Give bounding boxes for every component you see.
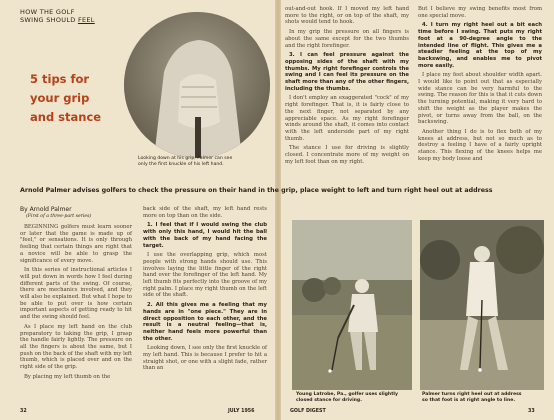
column-1-text — [20, 224, 132, 380]
page-number-left: 32 — [20, 409, 27, 414]
paragraph: back side of the shaft, my left hand rests more on top than on the side. — [143, 206, 267, 219]
byline: By Arnold Palmer — [20, 206, 72, 213]
kicker-line-1: HOW THE GOLF — [20, 8, 75, 16]
paragraph: Looking down, I see only the first knuckle of my left hand. This is because I prefer to hit a straight shot, or one with a slight fade, rather than an — [143, 345, 267, 372]
title-line-3: and stance — [30, 110, 102, 124]
paragraph: I use the overlapping grip, which most people with strong hands should use. This involves laying the little finger of the right hand over the forefinger of the left hand. My left thumb fits perfectly into the groove of my right palm. I place my right thumb on the left side of the shaft. — [143, 252, 267, 299]
series-note: (First of a three-part series) — [26, 214, 92, 219]
paragraph: In this series of instructional articles I will put down in words how I feel during different parts of the swing. Of course, there are mechanics involved, and they will also be explained. But what I hope to be able to put over is how certain important aspects of getting ready to hit and the swing should feel. — [20, 267, 132, 321]
paragraph: Another thing I do is to flex both of my knees at address, but not so much as to destroy a feeling I have of a fairly upright stance. This flexing of the knees helps me keep my body loose and — [418, 128, 542, 162]
paragraph: As I place my left hand on the club preparatory to taking the grip, I grasp the handle fairly lightly. The pressure on all the fingers is about the same, but I push on the back of the shaft with my left thumb, which is placed over and on the right side of the grip. — [20, 323, 132, 371]
section-kicker — [20, 8, 130, 24]
article-subhead: Arnold Palmer advises golfers to check the pressure on their hand in the grip, place weight to left and turn right heel out at address — [20, 187, 493, 194]
tip-4: 4. I turn my right heel out a bit each time before I swing. That puts my right foot at a 90-degree angle to the intended line of flight. This gives me a steadier feeling at the top of my backswing, and enables me to pivot more easily. — [418, 22, 542, 69]
paragraph: I place my feet about shoulder width apart. I would like to point out that as especially wide stance can be very harmful to the swing. The reason for this is that it cuts down the turning potential, making it very hard to shift the weight as the player makes the pivot, or turns away from the ball, on the backswing. — [418, 72, 542, 126]
paragraph: BEGINNING golfers must learn sooner or later that the game is made up of "feel," or sensations. It is only through feeling that certain things are right that a novice will be able to grasp the significance of every move. — [20, 224, 132, 264]
page-gutter — [275, 0, 281, 420]
article-title — [30, 70, 130, 127]
column-2-text — [143, 206, 267, 372]
paragraph: out-and-out hook. If I moved my left hand more to the right, or on top of the shaft, my shots would tend to hook. — [285, 6, 409, 26]
issue-date: JULY 1956 — [228, 409, 255, 414]
column-4-text — [418, 6, 542, 162]
paragraph: In my grip the pressure on all fingers is about the same except for the two thumbs and the right forefinger. — [285, 29, 409, 49]
kicker-line-2: SWING SHOULD FEEL — [20, 16, 95, 24]
paragraph: I don't employ an exaggerated "cock" of my right forefinger. That is, it is fairly close to the next finger, not separated by any appreciable space. As my right forefinger winds around the shaft, it comes into contact with the left underside part of my right thumb. — [285, 95, 409, 142]
page-number-right: 33 — [528, 409, 535, 414]
tip-3: 3. I can feel pressure against the opposing sides of the shaft with my thumbs. My right forefinger controls the swing and I can feel its pressure on the shaft more than any of the other fingers, including the thumbs. — [285, 52, 409, 92]
tip-2: 2. All this gives me a feeling that my hands are in "one piece." They are in direct opposition to each other, and the result is a neutral feeling—that is, neither hand feels more powerful than the other. — [143, 302, 267, 342]
stance-photo-heel-out-caption: Palmer turns right heel out at address so that foot is at right angle to line. — [422, 392, 522, 403]
title-line-1: 5 tips for — [30, 72, 90, 86]
grip-photo-caption: Looking down at his grip, Palmer can see only the first knuckle of his left hand. — [138, 156, 233, 167]
tip-1: 1. I feel that if I would swing the club with only this hand, I would hit the ball with the back of my hand facing the target. — [143, 222, 267, 249]
paragraph: By placing my left thumb on the — [24, 373, 111, 380]
column-2 — [143, 206, 267, 375]
magazine-name: GOLF DIGEST — [290, 409, 326, 414]
paragraph: The stance I use for driving is slightly closed. I concentrate more of my weight on my left foot than on my right. — [285, 145, 409, 165]
stance-photo-closed — [292, 220, 412, 390]
column-4 — [418, 6, 542, 165]
grip-photo — [124, 12, 270, 158]
paragraph: But I believe my swing benefits most from one special move. — [418, 6, 542, 19]
column-3 — [285, 6, 409, 168]
kicker-underlined-word: FEEL — [77, 16, 95, 24]
stance-photo-heel-out — [420, 220, 544, 390]
column-3-text — [285, 6, 409, 165]
column-1 — [20, 206, 132, 383]
title-line-2: your grip — [30, 91, 90, 105]
stance-photo-closed-caption: Young Latrobe, Pa., golfer uses slightly closed stance for driving. — [296, 392, 398, 403]
